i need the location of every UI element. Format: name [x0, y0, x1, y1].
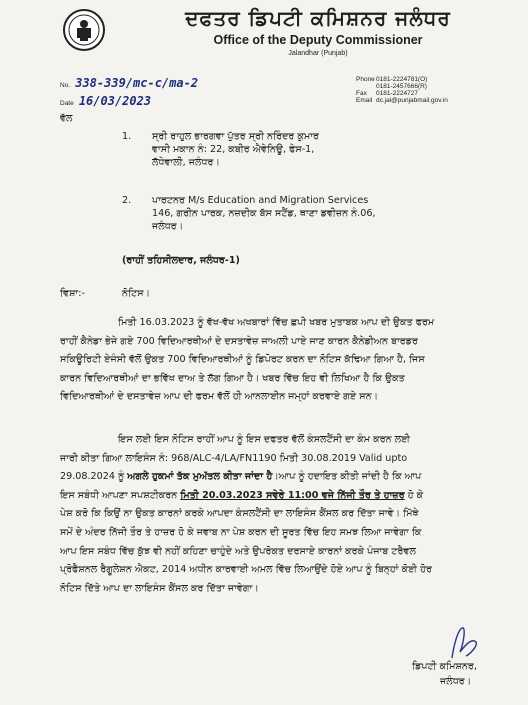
reference-number: No. 338-339/mc-c/ma-2 [60, 76, 199, 90]
reference-date-value: 16/03/2023 [78, 94, 152, 108]
subject-label: ਵਿਸ਼ਾ:- [60, 288, 85, 299]
contact-line: Email dc.jal@punjabmail.gov.in [356, 97, 448, 104]
suspension-clause: ਅਗਲੇ ਹੁਕਮਾਂ ਤੱਕ ਮੁਅੱਤਲ ਕੀਤਾ ਜਾਂਦਾ ਹੈ [127, 471, 273, 483]
notice-paragraph-2: ਇਸ ਲਈ ਇਸ ਨੋਟਿਸ ਰਾਹੀਂ ਆਪ ਨੂੰ ਇਸ ਦਫਤਰ ਵੱਲੋਂ ਕੰਸਲਟੈਂਸੀ ਦਾ ਕੰਮ ਕਰਨ ਲਈ ਜਾਰੀ ਕੀਤਾ ਗਿਆ ਲਾਇਸੰਸ ਨੰ: 968/ALC-4/LA/FN1190 ਮਿਤੀ 30.08.2019 Valid upto 29.08.2024 ਨੂੰ ਅਗਲੇ ਹੁਕਮਾਂ ਤੱਕ ਮੁਅੱਤਲ ਕੀਤਾ ਜਾਂਦਾ ਹੈ।ਆਪ ਨੂੰ ਹਦਾਇਤ ਕੀਤੀ ਜਾਂਦੀ ਹੈ ਕਿ ਆਪ ਇਸ ਸਬੰਧੀ ਆਪਣਾ ਸਪਸ਼ਟੀਕਰਨ ਮਿਤੀ 20.03.2023 ਸਵੇਰੇ 11:00 ਵਜੇ ਨਿੱਜੀ ਤੌਰ ਤੇ ਹਾਜ਼ਰ ਹੋ ਕੇ ਪੇਸ਼ ਕਰੋ ਕਿ ਕਿਉਂ ਨਾ ਉਕਤ ਕਾਰਨਾਂ ਕਰਕੇ ਆਪਦਾ ਕੰਸਲਟੈਂਸੀ ਦਾ ਲਾਇਸੰਸ ਕੈਂਸਲ ਕਰ ਦਿੱਤਾ ਜਾਵੇ। ਮਿੱਥੇ ਸਮੇਂ ਦੇ ਅੰਦਰ ਨਿੱਜੀ ਤੌਰ ਤੇ ਹਾਜ਼ਰ ਹੋ ਕੇ ਜਵਾਬ ਨਾ ਪੇਸ਼ ਕਰਨ ਦੀ ਸੂਰਤ ਵਿੱਚ ਇਹ ਸਮਝ ਲਿਆ ਜਾਵੇਗਾ ਕਿ ਆਪ ਇਸ ਸਬੰਧ ਵਿੱਚ ਕੁੱਝ ਵੀ ਨਹੀਂ ਕਹਿਣਾ ਚਾਹੁੰਦੇ ਅਤੇ ਉਪਰੋਕਤ ਦਰਸਾਏ ਕਾਰਨਾਂ ਕਰਕੇ ਪੰਜਾਬ ਟਰੈਵਲ ਪ੍ਰੋਫੈਸ਼ਨਲ ਰੈਗੂਲੇਸ਼ਨ ਐਕਟ, 2014 ਅਧੀਨ ਕਾਰਵਾਈ ਅਮਲ ਵਿੱਚ ਲਿਆਉਂਦੇ ਹੋਏ ਆਪ ਨੂੰ ਬਿਨ੍ਹਾਂ ਕੋਈ ਹੋਰ ਨੋਟਿਸ ਦਿੱਤੇ ਆਪ ਦਾ ਲਾਇਸੰਸ ਕੈਂਸਲ ਕਰ ਦਿੱਤਾ ਜਾਵੇਗਾ। [60, 434, 432, 594]
signature-scribble-icon [444, 624, 484, 664]
recipient-number: 2. [122, 195, 132, 206]
office-title-punjabi: ਦਫਤਰ ਡਿਪਟੀ ਕਮਿਸ਼ਨਰ ਜਲੰਧਰ [185, 6, 451, 30]
subject-value: ਨੋਟਿਸ। [122, 288, 151, 299]
contact-line: 0181-2457666(R) [376, 83, 427, 90]
via-line: (ਰਾਹੀਂ ਤਹਿਸੀਲਦਾਰ, ਜਲੰਧਰ-1) [122, 255, 240, 266]
recipient-number: 1. [122, 131, 132, 142]
notice-paragraph-1: ਮਿਤੀ 16.03.2023 ਨੂੰ ਵੱਖ-ਵੱਖ ਅਖਬਾਰਾਂ ਵਿੱਚ ਛਪੀ ਖਬਰ ਮੁਤਾਬਕ ਆਪ ਦੀ ਉਕਤ ਫਰਮ ਰਾਹੀਂ ਕੈਨੇਡਾ ਭੇਜੇ ਗਏ 700 ਵਿਦਿਆਰਥੀਆਂ ਦੇ ਦਸਤਾਵੇਜ਼ ਜਾਅਲੀ ਪਾਏ ਜਾਣ ਕਾਰਨ ਕੈਨੇਡੀਅਨ ਬਾਰਡਰ ਸਕਿਊਰਿਟੀ ਏਜੰਸੀ ਵੱਲੋਂ ਉਕਤ 700 ਵਿਦਿਆਰਥੀਆਂ ਨੂੰ ਡਿਪੋਰਟ ਕਰਨ ਦਾ ਨੋਟਿਸ ਕੱਢਿਆ ਗਿਆ ਹੈ, ਜਿਸ ਕਾਰਨ ਵਿਦਿਆਰਥੀਆਂ ਦਾ ਭਵਿੱਖ ਦਾਅ ਤੇ ਲੱਗ ਗਿਆ ਹੈ। ਖਬਰ ਵਿੱਚ ਇਹ ਵੀ ਲਿਖਿਆ ਹੈ ਕਿ ਉਕਤ ਵਿਦਿਆਰਥੀਆਂ ਦੇ ਦਸਤਾਵੇਜ਼ ਆਪ ਦੀ ਫਰਮ ਵੱਲੋਂ ਹੀ ਆਨਲਾਈਨ ਜਮ੍ਹਾਂ ਕਰਵਾਏ ਗਏ ਸਨ। [60, 317, 435, 403]
hearing-date-clause: ਮਿਤੀ 20.03.2023 ਸਵੇਰੇ 11:00 ਵਜੇ ਨਿੱਜੀ ਤੌਰ ਤੇ ਹਾਜ਼ਰ [180, 489, 405, 501]
contact-block [356, 76, 448, 104]
recipient-address: ਪਾਰਟਨਰ M/s Education and Migration Services 146, ਗਰੀਨ ਪਾਰਕ, ਨਜ਼ਦੀਕ ਬੱਸ ਸਟੈਂਡ, ਥਾਣਾ ਡਵੀਜ਼ਨ ਨੰ.06, ਜਲੰਧਰ। [152, 195, 376, 232]
to-label: ਵੱਲ [60, 113, 73, 124]
signatory-designation: ਡਿਪਟੀ ਕਮਿਸ਼ਨਰ, [412, 661, 477, 672]
recipient-address: ਸ੍ਰੀ ਰਾਹੁਲ ਭਾਰਗਵਾ ਪੁੱਤਰ ਸ੍ਰੀ ਨਰਿੰਦਰ ਕੁਮਾਰ ਵਾਸੀ ਮਕਾਨ ਨੰ: 22, ਕਬੀਰ ਐਵੇਨਿਊ, ਫੇਸ-1, ਲੱਧੇਵਾਲੀ, ਜਲੰਧਰ। [152, 131, 319, 168]
reference-date: Date 16/03/2023 [60, 94, 152, 108]
contact-line: Fax 0181-2224727 [356, 90, 418, 97]
signatory-location: ਜਲੰਧਰ। [440, 676, 472, 687]
office-title-english: Office of the Deputy Commissioner [213, 33, 423, 47]
contact-line: Phone0181-2224781(O) [356, 76, 428, 83]
reference-number-value: 338-339/mc-c/ma-2 [75, 76, 199, 90]
office-location: Jalandhar (Punjab) [288, 50, 348, 57]
emblem-seal-icon [62, 8, 106, 52]
